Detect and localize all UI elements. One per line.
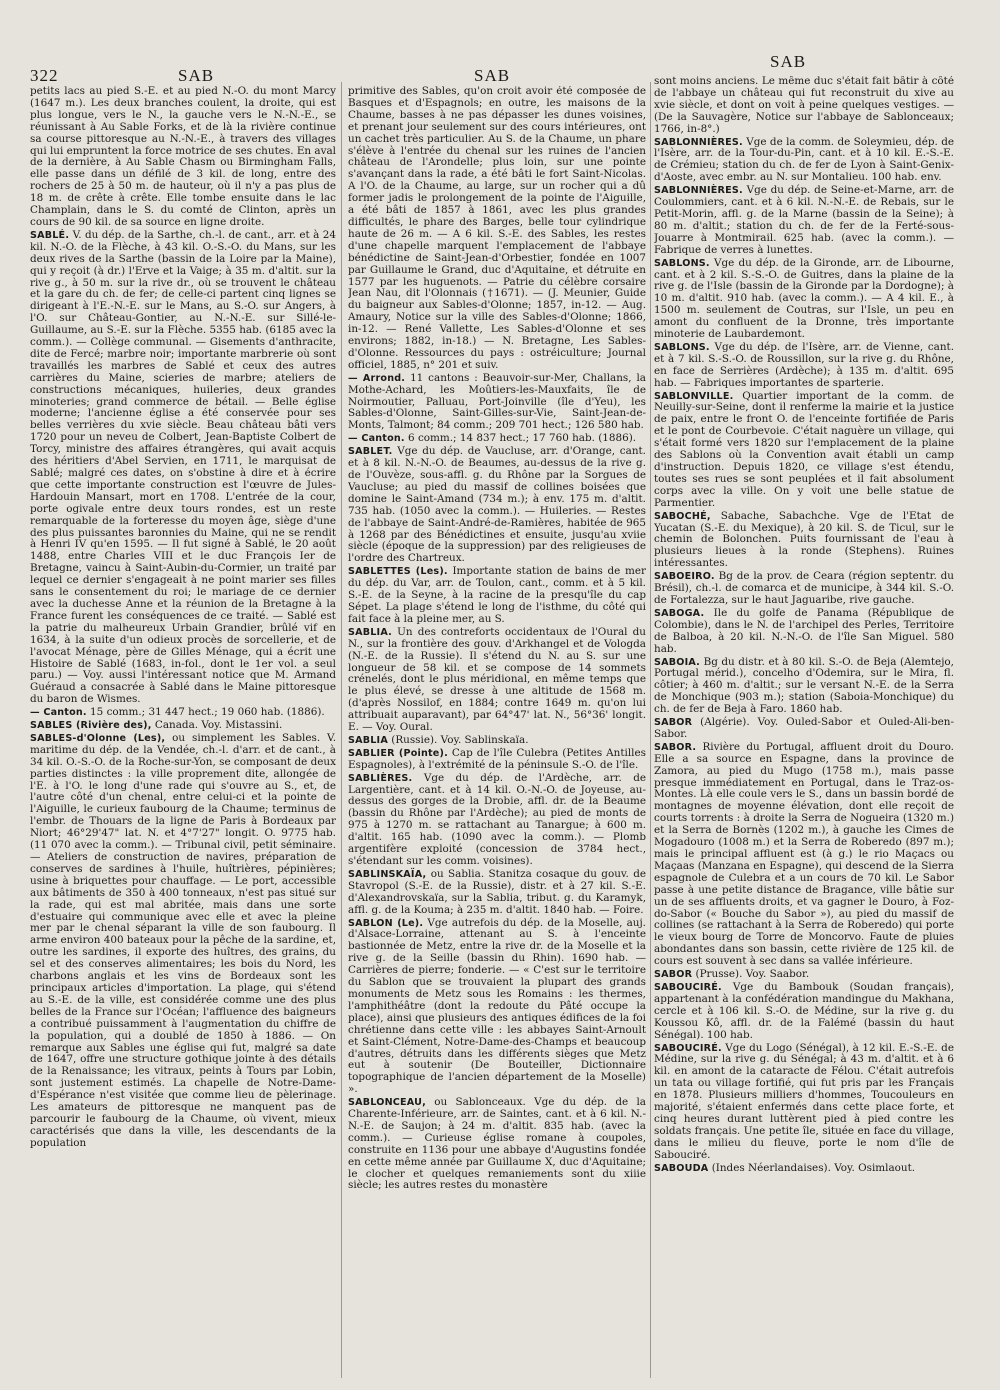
column-divider (650, 82, 651, 1378)
dictionary-entry (348, 373, 646, 433)
entry-headword: SABLONS. (654, 341, 710, 353)
entry-text: Cap de l'île Culebra (Petites Antilles Espagnoles), à l'extrémité de la péninsule S.-O. de l'île. (348, 746, 646, 771)
entry-text: ou simplement les Sables. V. maritime du dép. de la Vendée, ch.-l. d'arr. et de cant., à 34 kil. O.-S.-O. de la Roche-sur-Yon, se composant de deux parties distinctes : la ville proprement dite, allongée de l'E. à l'O. le long d'une rade qui s'ouvre au S., et, de l'autre côté d'un chenal, entre celui-ci et la pointe de l'Aiguille, le curieux faubourg de la Chaume; terminus de l'embr. de Thouars de la ligne de Paris à Bordeaux par Niort; 46°29'47" lat. N. et 4°7'27" longit. O. 9775 hab. (11 070 avec la comm.). — Tribunal civil, petit séminaire. — Ateliers de construction de navires, préparation de conserves de sardines à l'huile, huîtrières, pépinières; usine à briquettes pour chauffage. — Le port, accessible aux bâtiments de 350 à 400 tonneaux, n'est pas situé sur la rade, qui est mal abritée, mais dans une sorte d'estuaire qui communique avec elle et avec la pleine mer par le chenal séparant la ville de son faubourg. Il arme environ 400 bateaux pour la pêche de la sardine, et, outre les sardines, il exporte des huîtres, des grains, du sel et des conserves alimentaires; les bois du Nord, les charbons anglais et les vins de Bordeaux sont les principaux articles d'importation. La plage, qui s'étend au S.-E. de la ville, est considérée comme une des plus belles de la France sur l'Océan; l'affluence des baigneurs a contribué puissamment à l'augmentation du chiffre de la population, qui a doublé de 1850 à 1886. — On remarque aux Sables une église qui fut, malgré sa date de 1647, offre une structure gothique jointe à des détails de la Renaissance; les vitraux, peints à Tours par Lobin, sont justement estimés. La chapelle de Notre-Dame-d'Espérance n'est visitée que comme lieu de pèlerinage. Les amateurs de pittoresque ne manquent pas de parcourir le faubourg de la Chaume, où vivent, mieux caractérisés que dans la ville, les descendants de la population (30, 731, 336, 1149)
entry-text: Vge autrefois du dép. de la Moselle, auj. d'Alsace-Lorraine, attenant au S. à l'enceinte bastionnée de Metz, entre la rive dr. de la Moselle et la rive g. de la Seille (bassin du Rhin). 1690 hab. — Carrières de pierre; fonderie. — « C'est sur le territoire du Sablon que se trouvaient la plupart des grands monuments de Metz sous les Romains : les thermes, l'amphithéâtre (dont la redoute du Pâté occupe la place), ainsi que plusieurs des antiques édifices de la foi chrétienne dans cette ville : les abbayes Saint-Arnoult et Saint-Clément, Notre-Dame-des-Champs et beaucoup d'autres, détruits dans les différents sièges que Metz eut à soutenir (De Bouteiller, Dictionnaire topographique de l'ancien département de la Moselle) ». (348, 916, 646, 1096)
entry-headword: SABLIA. (348, 626, 392, 638)
entry-headword: SABOUCIRÉ. (654, 981, 722, 993)
entry-headword: SABOCHÉ, (654, 510, 711, 522)
entry-text: Bg du distr. et à 80 kil. S.-O. de Beja (Alemtejo, Portugal mérid.), concelho d'Odemira, sur le Mira, fl. côtier; à 460 m. d'altit.; sur le versant N.-E. de la Serra de Monchique (903 m.); station (Saboia-Monchique) du ch. de fer de Beja à Faro. 1860 hab. (654, 655, 954, 716)
running-head-center: SAB (474, 66, 511, 85)
entry-text: (Russie). Voy. Sablinskaïa. (391, 733, 529, 746)
dictionary-entry (654, 657, 954, 717)
entry-headword: SABOR (654, 969, 693, 981)
dictionary-entry (654, 1163, 954, 1175)
dictionary-entry (654, 608, 954, 656)
entry-text: Vge du Bambouk (Soudan français), appartenant à la confédération mandingue du Makhana, cercle et à 106 kil. S.-O. de Médine, sur la rive g. du Koussou Kô, affl. dr. de la Falémé (bassin du haut Sénégal). 100 hab. (654, 980, 954, 1041)
entry-text: ou Sablonceaux. Vge du dép. de la Charente-Inférieure, arr. de Saintes, cant. et à 6 kil. N.-N.-E. de Saujon; à 24 m. d'altit. 835 hab. (avec la comm.). — Curieuse église romane à coupoles, construite en 1136 pour une abbaye d'Augustins fondée en cette même année par Guillaume X, duc d'Aquitaine; le clocher et quelques remaniements sont du xiiie siècle; les autres restes du monastère (348, 1096, 646, 1192)
entry-headword: — Canton. (348, 433, 405, 445)
dictionary-entry (654, 342, 954, 390)
entry-text: V. du dép. de la Sarthe, ch.-l. de cant., arr. et à 24 kil. N.-O. de la Flèche, à 43 kil. O.-S.-O. du Mans, sur les deux rives de la Sarthe (bassin de la Loire par la Maine), qui y reçoit (à dr.) l'Erve et la Vaige; à 35 m. d'altit. sur la rive g., à 50 m. sur la rive dr., où se trouvent le château et la gare du ch. de fer; de celle-ci partent cinq lignes se dirigeant à l'E.-N.-E. sur le Mans, au S.-O. sur Angers, à l'O. sur Château-Gontier, au N.-N.-E. sur Sillé-le-Guillaume, au S.-E. sur la Flèche. 5355 hab. (6185 avec la comm.). — Collège communal. — Gisements d'anthracite, dite de Fercé; marbre noir; importante marbrerie où sont travaillés les marbres de Sablé et ceux des autres carrières du Maine, scieries de marbre; ateliers de constructions mécaniques, huileries, deux grandes minoteries; grand commerce de bétail. — Belle église moderne; l'ancienne église a été conservée pour ses belles verrières du xvie siècle. Beau château bâti vers 1720 pour un neveu de Colbert, Jean-Baptiste Colbert de Torcy, ministre des affaires étrangères, qui avait acquis des héritiers d'Abel Servien, en 1711, le marquisat de Sablé; malgré ces dates, on s'obstine à dire et à écrire que cette importante construction est l'œuvre de Jules-Hardouin Mansart, mort en 1708. L'entrée de la cour, porte ogivale entre deux tours rondes, est un reste remarquable de la forteresse du moyen âge, siège d'une des plus puissantes baronnies du Maine, qui ne se rendit à Henri IV qu'en 1595. — Il fut signé à Sablé, le 20 août 1488, entre Charles VIII et le duc François Ier de Bretagne, vaincu à Saint-Aubin-du-Cormier, un traité par lequel ce dernier s'engageait à ne point marier ses filles sans le consentement du roi; le mariage de ce dernier avec la duchesse Anne et la réunion de la Bretagne à la France furent les conséquences de ce traité. — Sablé est la patrie du malheureux Urbain Grandier, brûlé vif en 1634, à la suite d'un odieux procès de sorcellerie, et de l'avocat Ménage, père de Gilles Ménage, qui a écrit une Histoire de Sablé (1683, in-fol., dont le 1er vol. a seul paru.) — Voy. aussi l'intéressant notice que M. Armand Guéraud a consacrée à Sablé dans le Maine pittoresque du baron de Wismes. (30, 228, 336, 706)
dictionary-entry (654, 969, 954, 981)
entry-text: ou Sablia. Stanitza cosaque du gouv. de Stavropol (S.-E. de la Russie), distr. et à 27 kil. S.-E. d'Alexandrovskaïa, sur la Sablia, tribut. g. du Karamyk, affl. g. de la Kouma; à 235 m. d'altit. 1840 hab. — Foire. (348, 867, 646, 916)
running-head-left: SAB (178, 66, 215, 85)
entry-headword: SABOUCIRÉ. (654, 1042, 722, 1054)
entry-text: Vge du dép. de la Gironde, arr. de Libourne, cant. et à 2 kil. S.-S.-O. de Guitres, dans la plaine de la rive g. de l'Isle (bassin de la Gironde par la Dordogne); à 10 m. d'altit. 910 hab. (avec la comm.). — A 4 kil. E., à 1500 m. seulement de Coutras, sur l'Isle, un peu en amont du confluent de la Dronne, très importante minoterie de Laubardemont. (654, 256, 954, 341)
entry-headword: SABLON (Le). (348, 917, 424, 929)
dictionary-entry (30, 707, 336, 719)
entry-text: (Prusse). Voy. Saabor. (695, 968, 810, 981)
entry-text: Vge du dép. de l'Isère, arr. de Vienne, cant. et à 7 kil. S.-S.-O. de Roussillon, sur la rive g. du Rhône, en face de Serrières (Ardèche); à 135 m. d'altit. 695 hab. — Fabriques importantes de sparterie. (654, 340, 954, 389)
entry-text: Quartier important de la comm. de Neuilly-sur-Seine, dont il renferme la mairie et la justice de paix, entre le front O. de l'enceinte fortifiée de Paris et le pont de Courbevoie. C'était naguère un village, qui s'était formé vers 1820 sur l'emplacement de la plaine des Sablons où la Convention avait établi un camp d'instruction. Depuis 1820, ce village s'est étendu, toutes ses rues se sont peuplées et il fait absolument corps avec la ville. On y voit une belle statue de Parmentier. (654, 389, 954, 509)
entry-text: sont moins anciens. Le même duc s'était fait bâtir à côté de l'abbaye un château qui fut reconstruit du xive au xvie siècle, et dont on voit à peine quelques vestiges. — (De la Sauvagère, Notice sur l'abbaye de Sablonceaux; 1766, in-8°.) (654, 76, 954, 135)
entry-headword: SABOR. (654, 741, 697, 753)
entry-text: 15 comm.; 31 447 hect.; 19 060 hab. (1886). (90, 706, 325, 719)
entry-text: Vge de la comm. de Soleymieu, dép. de l'Isère, arr. de la Tour-du-Pin, cant. et à 10 kil. E.-S.-E. de Crémieu; station du ch. de fer de Lyon à Saint-Genix-d'Aoste, avec embr. au N. sur Montalieu. 100 hab. env. (654, 135, 954, 184)
dictionary-entry (654, 137, 954, 185)
page-number: 322 (30, 66, 59, 85)
entry-text: Rivière du Portugal, affluent droit du Douro. Elle a sa source en Espagne, dans la province de Zamora, au pied du Mugo (1758 m.), mais passe presque immédiatement en Portugal, dans le Traz-os-Montes. Là elle coule vers le S., dans un bassin bordé de montagnes de moyenne élévation, dont elle reçoit de courts torrents : à droite la Serra de Nogueira (1320 m.) et la Serra de Bornès (1202 m.), à gauche les Cimes de Mogadouro (1008 m.) et la Serra de Roberedo (897 m.); mais le principal affluent est (à g.) le rio Maçacs ou Maçaas (Manzana en Espagne), qui descend de la Sierra espagnole de Culebra et a un cours de 70 kil. Le Sabor passe à une petite distance de Bragance, ville bâtie sur un de ses affluents droits, et va gagner le Douro, à Foz-do-Sabor (« Bouche du Sabor »), au pied du massif de collines (se rattachant à la Serra de Roberedo) qui porte le vieux bourg de Torre de Moncorvo. Faute de pluies abondantes dans son bassin, cette rivière de 125 kil. de cours est souvent à sec dans sa vallée inférieure. (654, 740, 954, 968)
dictionary-entry (30, 720, 336, 732)
entry-text: Vge du dép. de Vaucluse, arr. d'Orange, cant. et à 8 kil. N.-N.-O. de Beaumes, au-dessus de la rive g. de l'Ouvèze, sous-affl. g. du Rhône par la Sorgues de Vaucluse; au pied du massif de collines boisées que domine le Saint-Amand (734 m.); à env. 175 m. d'altit. 735 hab. (1050 avec la comm.). — Huileries. — Restes de l'abbaye de Saint-André-de-Ramières, habitée de 965 à 1268 par des Bénédictines et ensuite, jusqu'au xviie siècle (époque de la suppression) par des religieuses de l'ordre des Chartreux. (348, 445, 646, 565)
entry-headword: SABLIA (348, 734, 388, 746)
entry-text: Vge du dép. de l'Ardèche, arr. de Largentière, cant. et à 14 kil. O.-N.-O. de Joyeuse, au-dessus des gorges de la Drobie, affl. dr. de la Beaume (bassin du Rhône par l'Ardèche); au pied de monts de 975 à 1270 m. se rattachant au Tanargue; à 600 m. d'altit. 165 hab. (1090 avec la comm.). — Plomb argentifère exploité (concession de 3784 hect., s'étendant sur les comm. voisines). (348, 771, 646, 867)
dictionary-entry (348, 918, 646, 1097)
entry-headword: SABLONNIÈRES. (654, 185, 743, 197)
dictionary-entry (654, 76, 954, 136)
dictionary-entry (348, 566, 646, 626)
dictionary-entry (654, 1043, 954, 1162)
entry-headword: SABLES (Rivière des), (30, 720, 152, 732)
entry-headword: SABLONNIÈRES. (654, 136, 743, 148)
dictionary-entry (30, 86, 336, 229)
dictionary-entry (348, 446, 646, 565)
entry-headword: SABLIER (Pointe). (348, 747, 448, 759)
entry-text: petits lacs au pied S.-E. et au pied N.-O. du mont Marcy (1647 m.). Les deux branches coulent, la droite, qui est plus longue, vers le N., la gauche vers le N.-N.-E., se réunissant à Au Sable Forks, et de là la rivière continue sa course pittoresque au N.-N.-E., à travers des villages qui lui empruntent la force motrice de ses chutes. En aval de la dernière, à Au Sable Chasm ou Birmingham Falls, elle passe dans un défilé de 3 kil. de long, entre des rochers de 25 à 50 m. de hauteur, où il n'y a pas plus de 18 m. de crête à crête. Elle tombe ensuite dans le lac Champlain, dans le S. du comté de Clinton, après un cours de 90 kil. de sa source en ligne droite. (30, 86, 336, 228)
entry-text: Importante station de bains de mer du dép. du Var, arr. de Toulon, cant., comm. et à 5 kil. S.-E. de la Seyne, à la racine de la presqu'île du cap Sépet. La plage s'étend le long de l'isthme, du côté qui fait face à la pleine mer, au S. (348, 565, 646, 625)
entry-text: (Algérie). Voy. Ouled-Sabor et Ouled-Ali-ben-Sabor. (654, 716, 954, 740)
dictionary-entry (348, 627, 646, 734)
entry-headword: SABLONVILLE. (654, 390, 734, 402)
dictionary-entry (654, 717, 954, 741)
dictionary-entry (348, 1097, 646, 1192)
text-column-3 (654, 76, 954, 1376)
entry-headword: — Canton. (30, 707, 87, 719)
text-column-1 (30, 86, 336, 1376)
dictionary-entry (654, 571, 954, 607)
dictionary-entry (348, 86, 646, 372)
dictionary-entry (30, 230, 336, 706)
entry-text: Sabache, Sabachche. Vge de l'Etat de Yucatan (S.-E. du Mexique), à 20 kil. S. de Ticul, sur le chemin de Bolonchen. Puits fournissant de l'eau à plusieurs lieues à la ronde (Stephens). Ruines intéressantes. (654, 509, 954, 570)
entry-headword: SABOGA. (654, 607, 705, 619)
entry-text: 11 cantons : Beauvoir-sur-Mer, Challans, la Mothe-Achard, les Moûtiers-les-Mauxfaits, île de Noirmoutier, Palluau, Port-Joinville (île d'Yeu), les Sables-d'Olonne, Saint-Gilles-sur-Vie, Saint-Jean-de-Monts, Talmont; 84 comm.; 209 701 hect.; 126 580 hab. (348, 371, 646, 432)
entry-text: primitive des Sables, qu'on croit avoir été composée de Basques et d'Espagnols; en outre, les maisons de la Chaume, basses à ne pas dépasser les dunes voisines, et prenant jour seulement sur des cours intérieures, ont un cachet très particulier. Au S. de la Chaume, un phare s'élève à l'entrée du chenal sur les ruines de l'ancien château de l'Arondelle; plus loin, sur une pointe s'avançant dans la rade, a été bâti le fort Saint-Nicolas. A l'O. de la Chaume, au large, sur un rocher qui a dû former jadis le prolongement de la pointe de l'Aiguille, a été bâti de 1857 à 1861, avec les plus grandes difficultés, le phare des Barges, belle tour cylindrique haute de 26 m. — A 6 kil. S.-E. des Sables, les restes d'une chapelle marquent l'emplacement de l'abbaye bénédictine de Saint-Jean-d'Orbestier, fondée en 1007 par Guillaume le Grand, duc d'Aquitaine, et détruite en 1577 par les huguenots. — Patrie du célèbre corsaire Jean Nau, dit l'Olonnais (†1671). — (J. Meunier, Guide du baigneur aux Sables-d'Olonne; 1857, in-12. — Aug. Amaury, Notice sur la ville des Sables-d'Olonne; 1866, in-12. — René Vallette, Les Sables-d'Olonne et ses environs; 1882, in-18.) — N. Bretagne, Les Sables-d'Olonne. Ressources du pays : ostréiculture; Journal officiel, 1885, n° 201 et suiv. (348, 86, 646, 371)
entry-headword: SABLONCEAU, (348, 1097, 426, 1109)
dictionary-entry (348, 735, 646, 747)
entry-text: Ile du golfe de Panama (République de Colombie), dans le N. de l'archipel des Perles, Territoire de Balboa, à 20 kil. N.-N.-O. de l'île San Miguel. 580 hab. (654, 606, 954, 655)
entry-text: (Indes Néerlandaises). Voy. Osimlaout. (711, 1161, 916, 1174)
entry-text: Vge du Logo (Sénégal), à 12 kil. E.-S.-E. de Médine, sur la rive g. du Sénégal; à 43 m. d'altit. et à 6 kil. en amont de la cataracte de Félou. C'était autrefois un tata ou village fortifié, qui fut pris par les Français en 1878. Plusieurs milliers d'hommes, Toucouleurs en majorité, s'étaient enfermés dans cette place forte, et cinq heures durant luttèrent pied à pied contre les soldats français. Une petite île, située en face du village, dans le milieu du fleuve, porte le nom d'île de Sabouciré. (654, 1041, 954, 1161)
dictionary-entry (654, 391, 954, 510)
entry-headword: SABOEIRO. (654, 571, 715, 583)
dictionary-entry (654, 258, 954, 341)
entry-headword: SABOR (654, 717, 693, 729)
entry-headword: SABLINSKAÏA, (348, 868, 427, 880)
entry-headword: SABOUDA (654, 1162, 709, 1174)
entry-text: Bg de la prov. de Ceara (région septentr. du Brésil), ch.-l. de comarca et de municipe, à 344 kil. S.-O. de Fortalezza, sur le haut Jaguaribe, rive gauche. (654, 570, 954, 606)
entry-text: Un des contreforts occidentaux de l'Oural du N., sur la frontière des gouv. d'Arkhangel et de Vologda (N.-E. de la Russie). Il s'étend du N. au S. sur une longueur de 58 kil. et se compose de 14 sommets crénelés, dont le plus méridional, en même temps que le plus élevé, se dresse à une altitude de 1568 m. (d'après Nossilof, en 1884; contre 1649 m. qu'on lui attribuait auparavant), par 64°47' lat. N., 56°36' longit. E. — Voy. Oural. (348, 625, 646, 734)
entry-headword: SABLETTES (Les). (348, 566, 448, 578)
entry-text: Canada. Voy. Mistassini. (154, 719, 283, 732)
entry-headword: SABLIÈRES. (348, 772, 413, 784)
entry-headword: SABLES-d'Olonne (Les), (30, 732, 166, 744)
entry-headword: SABLÉ. (30, 229, 70, 241)
dictionary-entry (348, 433, 646, 445)
dictionary-entry (348, 773, 646, 868)
dictionary-entry (654, 511, 954, 571)
dictionary-entry (654, 185, 954, 256)
dictionary-entry (348, 748, 646, 772)
entry-text: 6 comm.; 14 837 hect.; 17 760 hab. (1886). (408, 432, 637, 445)
column-divider (341, 82, 342, 1378)
entry-headword: SABLET. (348, 446, 393, 458)
dictionary-entry (654, 742, 954, 968)
entry-text: Vge du dép. de Seine-et-Marne, arr. de Coulommiers, cant. et à 6 kil. N.-N.-E. de Rebais, sur le Petit-Morin, affl. g. de la Marne (bassin de la Seine); à 80 m. d'altit.; station du ch. de fer de la Ferté-sous-Jouarre à Montmirail. 625 hab. (avec la comm.). — Fabrique de verres à lunettes. (654, 184, 954, 256)
dictionary-entry (30, 733, 336, 1150)
dictionary-entry (348, 869, 646, 917)
dictionary-entry (654, 982, 954, 1042)
entry-headword: — Arrond. (348, 372, 406, 384)
entry-headword: SABOIA. (654, 656, 701, 668)
text-column-2 (348, 86, 646, 1376)
running-head-right: SAB (770, 52, 807, 71)
entry-headword: SABLONS. (654, 257, 710, 269)
